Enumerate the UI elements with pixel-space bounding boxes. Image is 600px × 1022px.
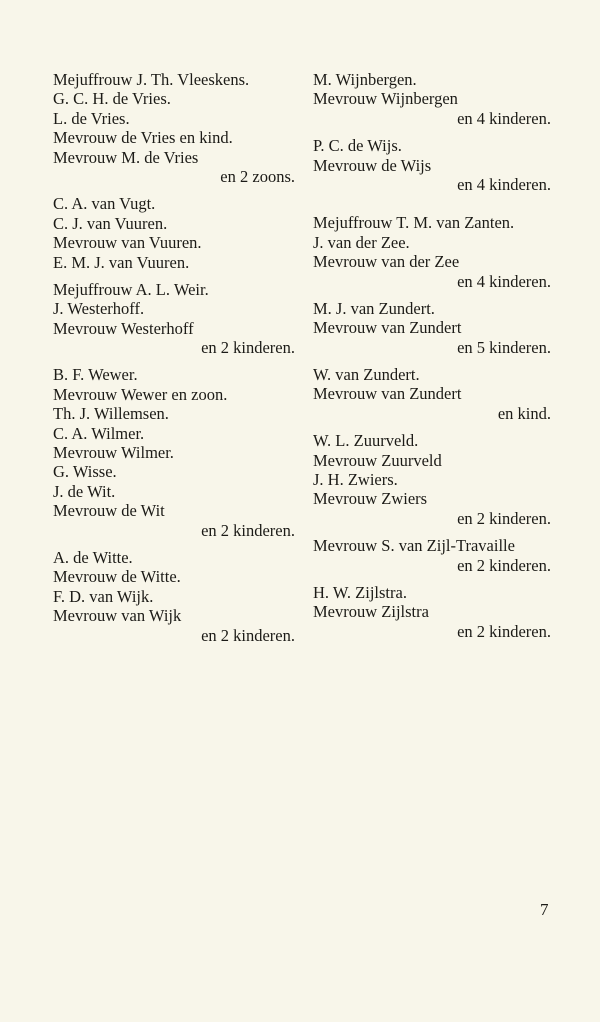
name-entry: J. de Wit. <box>53 481 116 501</box>
entry-continuation: en 2 kinderen. <box>457 555 551 575</box>
entry-spacer <box>53 272 295 280</box>
name-entry: W. van Zundert. <box>313 365 420 385</box>
entry-continuation: en 4 kinderen. <box>457 108 551 128</box>
name-entry: M. Wijnbergen. <box>313 70 417 89</box>
name-entry: Mevrouw de Wit <box>53 501 165 521</box>
name-entry: Mevrouw van Zundert <box>313 384 462 404</box>
name-entry: J. van der Zee. <box>313 232 410 252</box>
entry-continuation: en 2 kinderen. <box>201 338 295 358</box>
name-entry: W. L. Zuurveld. <box>313 431 419 451</box>
entry-spacer <box>53 540 295 548</box>
name-entry: Mevrouw Westerhoff <box>53 318 194 338</box>
name-entry: Mevrouw Zuurveld <box>313 450 442 470</box>
name-entry: Mevrouw S. van Zijl-Travaille <box>313 536 515 556</box>
name-entry: Th. J. Willemsen. <box>53 404 169 424</box>
name-entry: P. C. de Wijs. <box>313 136 402 156</box>
entry-continuation: en 5 kinderen. <box>457 337 551 357</box>
page-number: 7 <box>540 900 549 919</box>
name-entry: Mevrouw van Vuuren. <box>53 233 202 253</box>
entry-spacer <box>313 291 551 299</box>
name-entry: L. de Vries. <box>53 108 130 128</box>
entry-spacer <box>313 194 551 213</box>
entry-spacer <box>53 186 295 194</box>
name-entry: Mejuffrouw J. Th. Vleeskens. <box>53 70 250 89</box>
name-entry: C. A. Wilmer. <box>53 423 145 443</box>
name-entry: Mevrouw de Wijs <box>313 155 432 175</box>
entry-continuation: en 2 kinderen. <box>457 508 551 528</box>
name-entry: B. F. Wewer. <box>53 365 138 385</box>
name-entry: Mevrouw de Witte. <box>53 567 181 587</box>
entry-continuation: en 2 kinderen. <box>201 520 295 540</box>
entry-continuation: en 4 kinderen. <box>457 174 551 194</box>
name-entry: J. H. Zwiers. <box>313 470 398 490</box>
entry-spacer <box>53 357 295 365</box>
name-entry: H. W. Zijlstra. <box>313 582 407 602</box>
left-name-column <box>53 70 295 645</box>
name-entry: Mevrouw Zwiers <box>313 489 428 509</box>
name-entry: Mevrouw Wilmer. <box>53 443 174 463</box>
name-entry: Mevrouw Wewer en zoon. <box>53 384 228 404</box>
entry-spacer <box>313 575 551 583</box>
entry-spacer <box>313 357 551 365</box>
entry-spacer <box>313 528 551 536</box>
name-entry: G. C. H. de Vries. <box>53 89 171 109</box>
name-entry: Mevrouw Wijnbergen <box>313 89 458 109</box>
name-entry: Mejuffrouw T. M. van Zanten. <box>313 213 515 233</box>
name-entry: M. J. van Zundert. <box>313 298 435 318</box>
name-entry: J. Westerhoff. <box>53 299 145 319</box>
entry-spacer <box>313 423 551 431</box>
name-entry: Mevrouw van der Zee <box>313 252 460 272</box>
name-entry: Mevrouw de Vries en kind. <box>53 128 233 148</box>
name-entry: Mevrouw Zijlstra <box>313 602 429 622</box>
entry-spacer <box>313 128 551 136</box>
name-entry: G. Wisse. <box>53 462 117 482</box>
name-entry: A. de Witte. <box>53 547 133 567</box>
entry-continuation: en 2 zoons. <box>220 166 295 186</box>
name-entry: Mejuffrouw A. L. Weir. <box>53 279 209 299</box>
right-name-column <box>313 70 551 641</box>
entry-continuation: en kind. <box>497 403 551 423</box>
entry-continuation: en 4 kinderen. <box>457 271 551 291</box>
name-entry: Mevrouw M. de Vries <box>53 147 199 167</box>
entry-continuation: en 2 kinderen. <box>201 625 295 645</box>
name-entry: C. J. van Vuuren. <box>53 213 168 233</box>
name-entry: C. A. van Vugt. <box>53 194 156 214</box>
entry-continuation: en 2 kinderen. <box>457 621 551 641</box>
name-entry: E. M. J. van Vuuren. <box>53 252 190 272</box>
name-entry: Mevrouw van Wijk <box>53 606 182 626</box>
name-entry: F. D. van Wijk. <box>53 586 154 606</box>
name-entry: Mevrouw van Zundert <box>313 318 462 338</box>
